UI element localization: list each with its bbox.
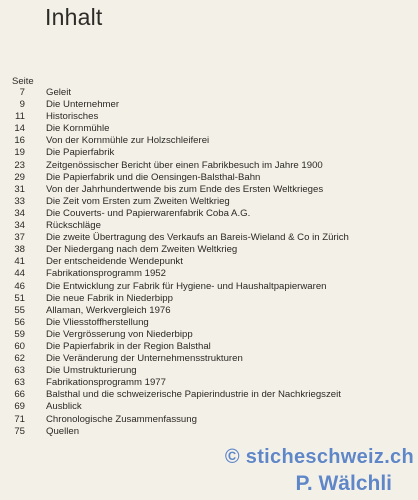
toc-chapter-title: Die zweite Übertragung des Verkaufs an Bareis-Wieland & Co in Zürich <box>46 232 349 244</box>
toc-chapter-title: Die Unternehmer <box>46 99 120 111</box>
toc-entry <box>0 208 418 220</box>
toc-page-number: 11 <box>15 111 25 123</box>
toc-page-number: 46 <box>14 280 25 292</box>
toc-entry <box>0 256 418 268</box>
toc-entry <box>0 329 418 341</box>
toc-entry <box>0 160 418 172</box>
toc-page-number: 56 <box>14 316 25 328</box>
toc-page-number: 29 <box>14 171 25 183</box>
toc-entry <box>0 268 418 280</box>
toc-chapter-title: Allaman, Werkvergleich 1976 <box>46 304 171 316</box>
toc-chapter-title: Die Vliesstoffherstellung <box>46 316 149 328</box>
toc-page-number: 7 <box>19 87 25 98</box>
toc-chapter-title: Die neue Fabrik in Niederbipp <box>46 292 173 304</box>
toc-chapter-title: Von der Jahrhundertwende bis zum Ende des Ersten Weltkrieges <box>46 183 324 195</box>
toc-page-number: 9 <box>19 99 25 111</box>
toc-chapter-title: Fabrikationsprogramm 1952 <box>46 268 166 280</box>
toc-page-number: 66 <box>14 389 25 401</box>
toc-entry <box>0 341 418 353</box>
toc-page-number: 41 <box>14 256 25 268</box>
toc-chapter-title: Zeitgenössischer Bericht über einen Fabrikbesuch im Jahre 1900 <box>46 159 323 171</box>
toc-entry <box>0 281 418 293</box>
toc-entry <box>0 232 418 244</box>
seite-label: Seite <box>12 76 34 87</box>
table-of-contents <box>0 87 418 438</box>
toc-chapter-title: Die Vergrösserung von Niederbipp <box>46 328 193 340</box>
toc-page-number: 34 <box>14 207 25 219</box>
toc-entry <box>0 172 418 184</box>
toc-chapter-title: Die Entwicklung zur Fabrik für Hygiene- und Haushaltpapierwaren <box>46 280 327 292</box>
watermark-author: P. Wälchli <box>295 472 392 495</box>
toc-page-number: 44 <box>14 268 25 280</box>
toc-page-number: 33 <box>14 195 25 207</box>
toc-chapter-title: Die Papierfabrik in der Region Balsthal <box>46 340 211 352</box>
toc-page-number: 75 <box>14 425 25 437</box>
toc-page-number: 23 <box>14 159 25 171</box>
toc-entry <box>0 220 418 232</box>
toc-chapter-title: Rückschläge <box>46 220 101 232</box>
toc-chapter-title: Der entscheidende Wendepunkt <box>46 256 183 268</box>
toc-entry <box>0 111 418 123</box>
toc-entry <box>0 135 418 147</box>
toc-page-number: 34 <box>14 220 25 232</box>
toc-entry <box>0 317 418 329</box>
toc-entry <box>0 353 418 365</box>
toc-page-number: 38 <box>14 244 25 256</box>
toc-entry <box>0 87 418 99</box>
toc-chapter-title: Geleit <box>46 87 72 98</box>
toc-entry <box>0 99 418 111</box>
toc-page-number: 19 <box>14 147 25 159</box>
toc-chapter-title: Ausblick <box>46 401 82 413</box>
toc-entry <box>0 147 418 159</box>
toc-chapter-title: Von der Kornmühle zur Holzschleiferei <box>46 135 210 147</box>
toc-page-number: 37 <box>14 232 25 244</box>
toc-page-number: 16 <box>14 135 25 147</box>
toc-chapter-title: Quellen <box>46 425 80 437</box>
toc-page-number: 59 <box>14 328 25 340</box>
toc-entry <box>0 365 418 377</box>
toc-chapter-title: Der Niedergang nach dem Zweiten Weltkrieg <box>46 244 238 256</box>
toc-page-number: 60 <box>14 340 25 352</box>
toc-page-number: 63 <box>14 365 25 377</box>
toc-page-number: 63 <box>14 377 25 389</box>
toc-page-number: 62 <box>14 353 25 365</box>
toc-entry <box>0 244 418 256</box>
toc-chapter-title: Die Veränderung der Unternehmensstrukturen <box>46 353 243 365</box>
toc-entry <box>0 184 418 196</box>
toc-chapter-title: Historisches <box>46 111 99 123</box>
toc-page-number: 31 <box>14 183 25 195</box>
toc-entry <box>0 426 418 438</box>
toc-chapter-title: Die Kornmühle <box>46 123 110 135</box>
toc-entry <box>0 305 418 317</box>
toc-page-number: 71 <box>14 413 25 425</box>
toc-entry <box>0 414 418 426</box>
toc-chapter-title: Die Umstrukturierung <box>46 365 137 377</box>
toc-entry <box>0 196 418 208</box>
page-title: Inhalt <box>45 4 103 30</box>
toc-chapter-title: Die Papierfabrik <box>46 147 115 159</box>
toc-entry <box>0 377 418 389</box>
toc-chapter-title: Fabrikationsprogramm 1977 <box>46 377 166 389</box>
toc-page-number: 14 <box>14 123 25 135</box>
watermark-copyright: © sticheschweiz.ch <box>224 446 414 468</box>
toc-chapter-title: Die Zeit vom Ersten zum Zweiten Weltkrieg <box>46 195 230 207</box>
toc-entry <box>0 401 418 413</box>
toc-chapter-title: Die Couverts- und Papierwarenfabrik Coba A.G. <box>46 207 251 219</box>
toc-chapter-title: Chronologische Zusammenfassung <box>46 413 197 425</box>
toc-chapter-title: Die Papierfabrik und die Oensingen-Balsthal-Bahn <box>46 171 261 183</box>
toc-page-number: 55 <box>14 304 25 316</box>
toc-entry <box>0 123 418 135</box>
toc-entry <box>0 389 418 401</box>
toc-entry <box>0 293 418 305</box>
toc-page-number: 51 <box>14 292 25 304</box>
toc-page-number: 69 <box>14 401 25 413</box>
toc-chapter-title: Balsthal und die schweizerische Papierindustrie in der Nachkriegszeit <box>46 389 341 401</box>
